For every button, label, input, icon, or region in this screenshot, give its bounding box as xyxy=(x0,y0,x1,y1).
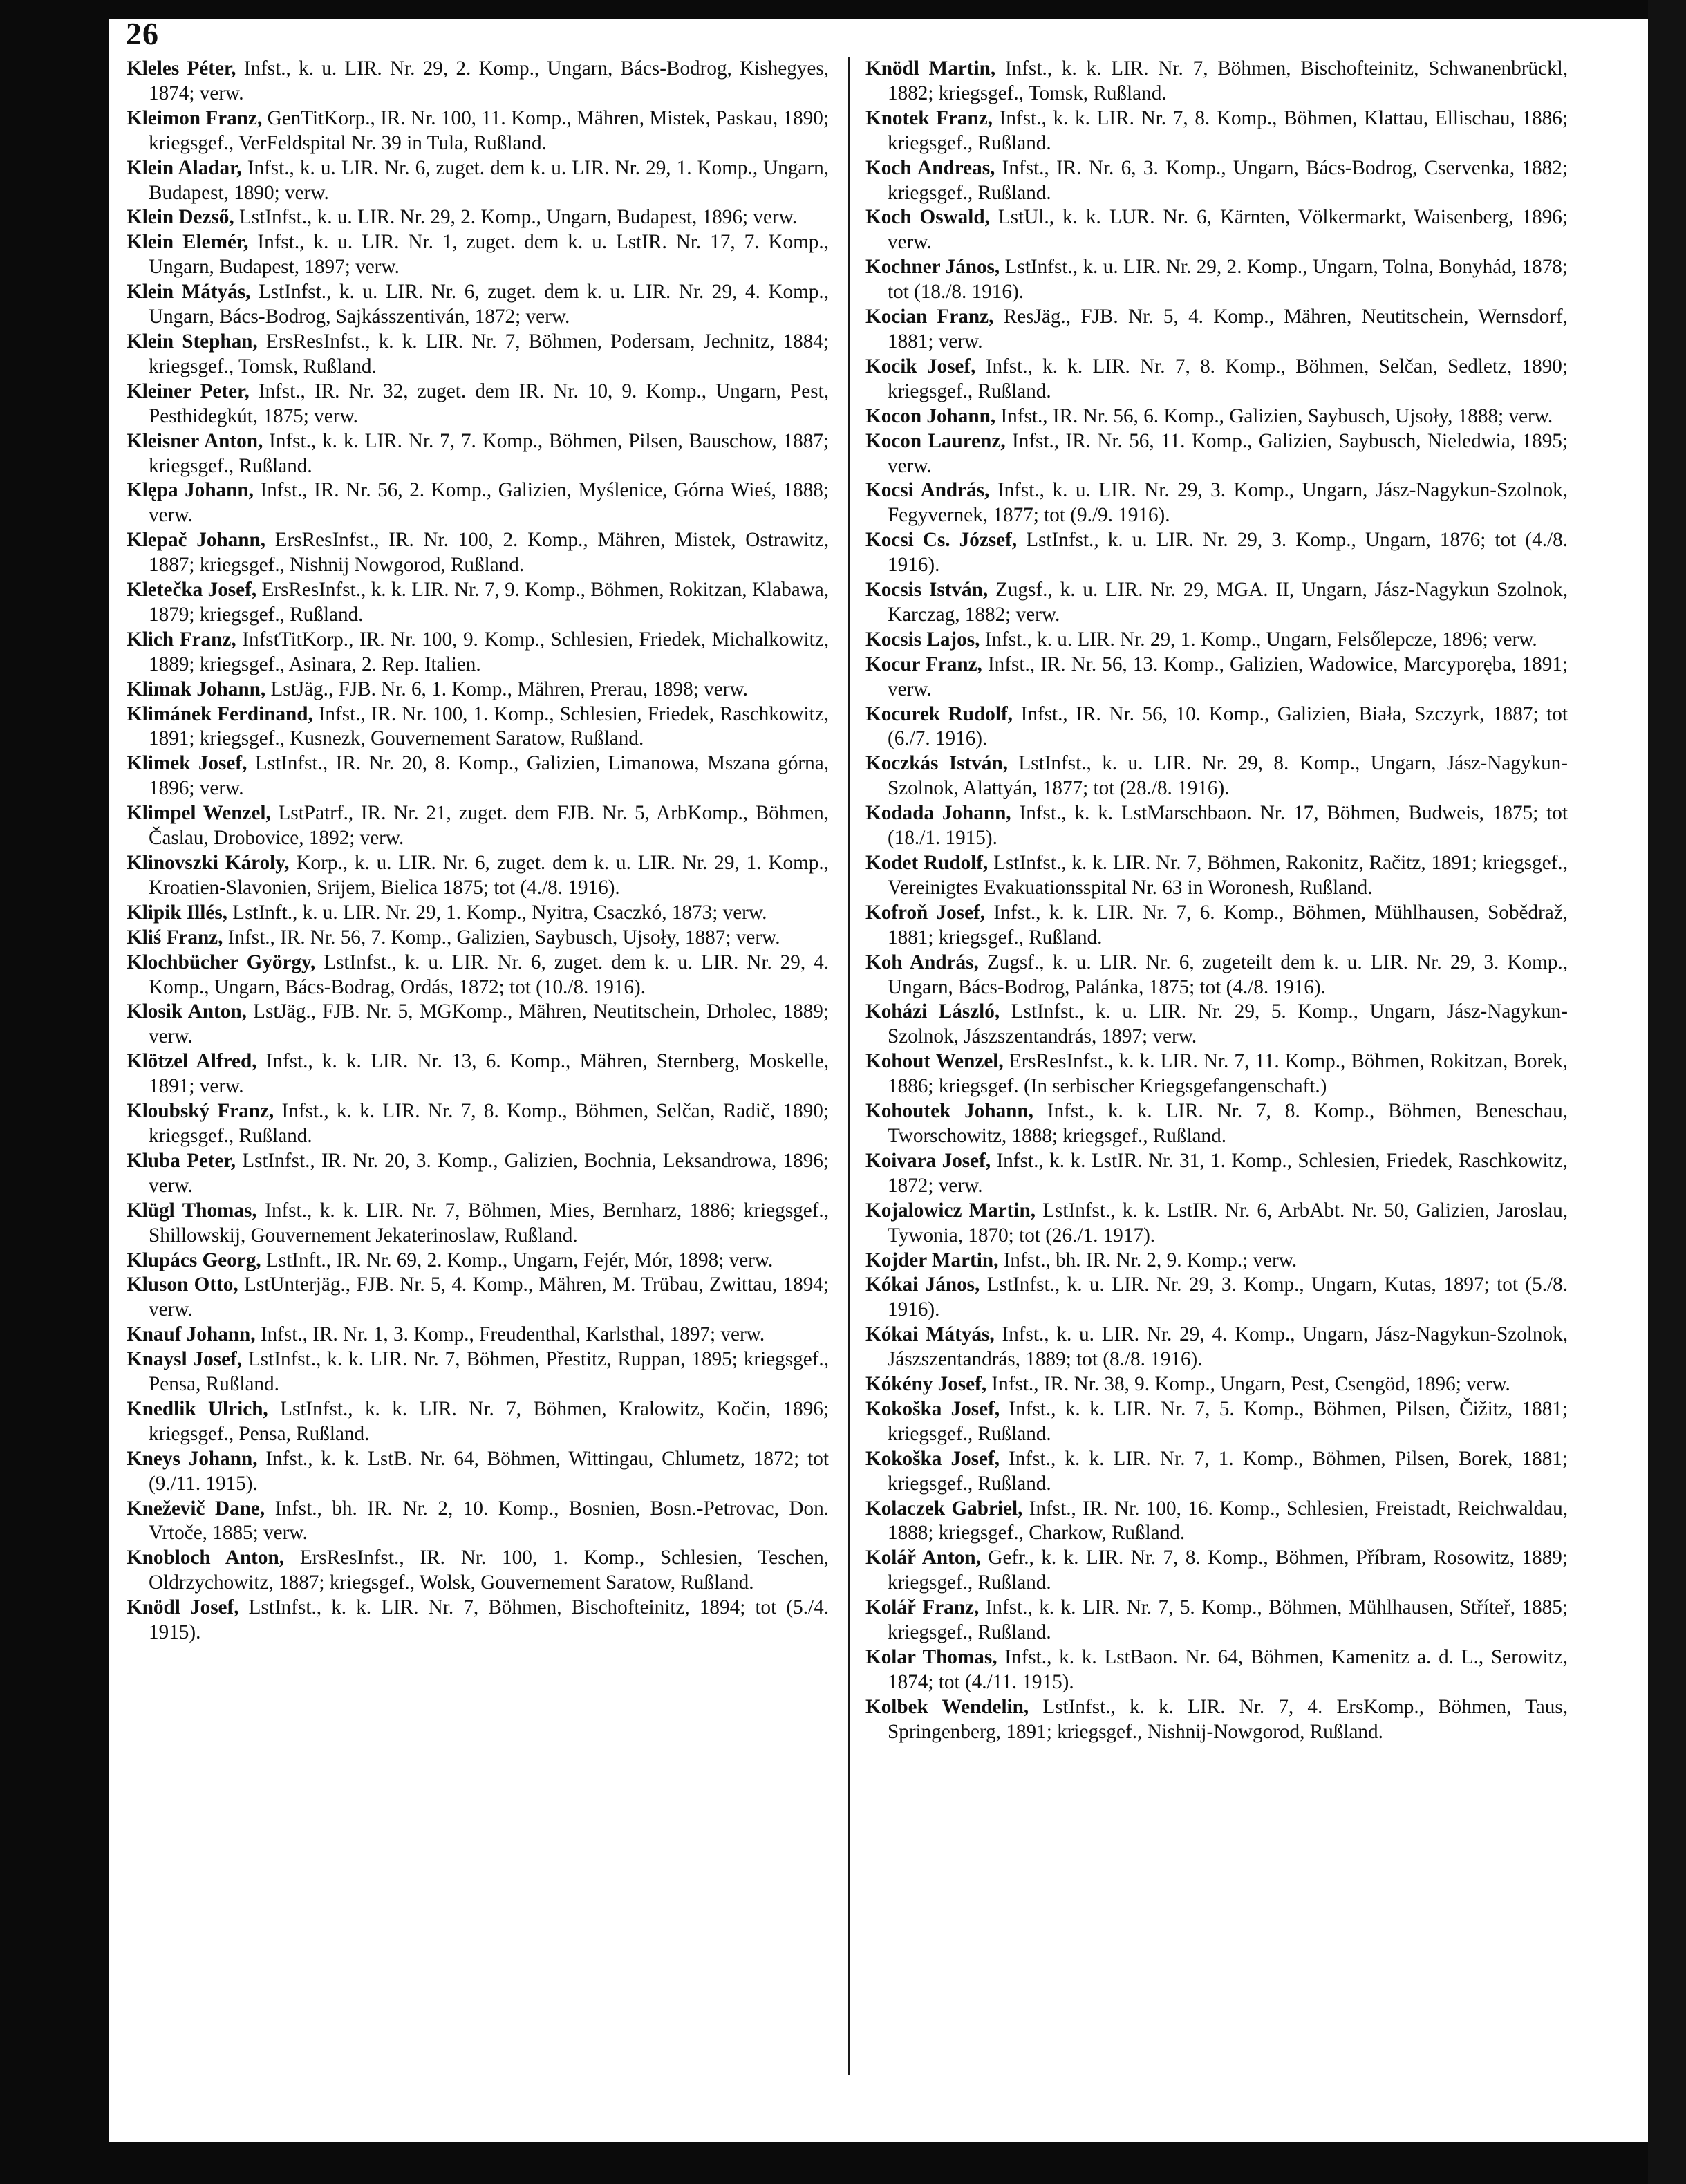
list-entry xyxy=(127,1546,829,1596)
list-entry xyxy=(865,702,1568,752)
entry-name: Kocsis Lajos, xyxy=(865,628,980,651)
list-entry xyxy=(865,1049,1568,1099)
list-entry xyxy=(127,156,829,206)
list-entry xyxy=(127,702,829,752)
entry-name: Kolar Thomas, xyxy=(865,1646,997,1668)
entry-details: Infst., IR. Nr. 1, 3. Komp., Freudenthal, Karlsthal, 1897; verw. xyxy=(255,1323,765,1346)
list-entry xyxy=(127,901,829,926)
entry-details: Infst., k. k. LIR. Nr. 7, 5. Komp., Böhmen, Mühlhausen, Stříteř, 1885; kriegsgef., Rußland. xyxy=(888,1596,1568,1644)
entry-details: Zugsf., k. u. LIR. Nr. 29, MGA. II, Ungarn, Jász-Nagykun Szolnok, Karczag, 1882; verw. xyxy=(888,579,1568,626)
entry-details: Infst., IR. Nr. 56, 10. Komp., Galizien, Biała, Szczyrk, 1887; tot (6./7. 1916). xyxy=(888,702,1568,750)
list-entry xyxy=(865,951,1568,1000)
entry-details: LstInfst., k. u. LIR. Nr. 29, 3. Komp., Ungarn, Kutas, 1897; tot (5./8. 1916). xyxy=(888,1273,1568,1321)
entry-name: Klügl Thomas, xyxy=(127,1199,257,1222)
entry-details: LstUl., k. k. LUR. Nr. 6, Kärnten, Völkermarkt, Waisenberg, 1896; verw. xyxy=(888,206,1568,254)
list-entry xyxy=(127,1447,829,1497)
list-entry xyxy=(865,1546,1568,1596)
entry-name: Klępa Johann, xyxy=(127,479,254,502)
list-entry xyxy=(865,528,1568,578)
entry-details: LstUnterjäg., FJB. Nr. 5, 4. Komp., Mähren, M. Trübau, Zwittau, 1894; verw. xyxy=(149,1273,829,1321)
entry-name: Klinovszki Károly, xyxy=(127,852,290,874)
list-entry xyxy=(865,478,1568,528)
entry-name: Kokoška Josef, xyxy=(865,1447,1000,1470)
entry-details: LstJäg., FJB. Nr. 5, MGKomp., Mähren, Neutitschein, Drholec, 1889; verw. xyxy=(149,1000,829,1048)
entry-details: Infst., k. u. LIR. Nr. 1, zuget. dem k. u. LstIR. Nr. 17, 7. Komp., Ungarn, Budapest, 1897; verw. xyxy=(149,231,829,279)
entry-name: Kodet Rudolf, xyxy=(865,852,989,874)
entry-details: Infst., k. k. LIR. Nr. 7, 8. Komp., Böhmen, Selčan, Radič, 1890; kriegsgef., Rußland. xyxy=(149,1100,829,1147)
entry-details: LstInfst., IR. Nr. 20, 8. Komp., Galizien, Limanowa, Mszana górna, 1896; verw. xyxy=(149,752,829,800)
list-entry xyxy=(127,205,829,230)
entry-details: LstInft., k. u. LIR. Nr. 29, 1. Komp., Nyitra, Csaczkó, 1873; verw. xyxy=(227,901,767,924)
entry-details: Infst., IR. Nr. 56, 6. Komp., Galizien, Saybusch, Ujsoły, 1888; verw. xyxy=(995,404,1553,427)
list-entry xyxy=(127,926,829,951)
list-entry xyxy=(127,1249,829,1273)
entry-name: Klein Elemér, xyxy=(127,231,249,254)
column-divider xyxy=(848,57,850,2075)
entry-name: Kohoutek Johann, xyxy=(865,1100,1033,1123)
entry-details: Infst., IR. Nr. 56, 13. Komp., Galizien, Wadowice, Marcyporęba, 1891; verw. xyxy=(888,653,1568,700)
entry-details: Infst., k. k. LIR. Nr. 7, 5. Komp., Böhmen, Pilsen, Čižitz, 1881; kriegsgef., Rußland. xyxy=(888,1397,1568,1445)
list-entry xyxy=(865,404,1568,429)
entry-details: Gefr., k. k. LIR. Nr. 7, 8. Komp., Böhmen, Příbram, Rosowitz, 1889; kriegsgef., Rußland. xyxy=(888,1547,1568,1594)
entry-name: Kluson Otto, xyxy=(127,1273,238,1296)
entry-details: Infst., IR. Nr. 56, 7. Komp., Galizien, Saybusch, Ujsoły, 1887; verw. xyxy=(223,926,780,949)
entry-name: Kodada Johann, xyxy=(865,802,1011,825)
entry-name: Klimpel Wenzel, xyxy=(127,802,271,825)
entry-details: Infst., IR. Nr. 32, zuget. dem IR. Nr. 10, 9. Komp., Ungarn, Pest, Pesthidegkút, 1875; verw. xyxy=(149,380,829,427)
list-entry xyxy=(127,1397,829,1447)
entry-name: Kókai Mátyás, xyxy=(865,1323,995,1346)
list-entry xyxy=(127,1199,829,1249)
entry-details: Infst., k. u. LIR. Nr. 29, 2. Komp., Ungarn, Bács-Bodrog, Kishegyes, 1874; verw. xyxy=(149,57,829,104)
entry-name: Kluba Peter, xyxy=(127,1149,236,1172)
list-entry xyxy=(865,628,1568,653)
entry-name: Kleiner Peter, xyxy=(127,380,250,402)
entry-details: Infst., bh. IR. Nr. 2, 9. Komp.; verw. xyxy=(998,1249,1298,1271)
entry-name: Klein Aladar, xyxy=(127,156,242,179)
list-entry xyxy=(865,355,1568,404)
list-entry xyxy=(865,1273,1568,1323)
entry-name: Knauf Johann, xyxy=(127,1323,256,1346)
entry-details: LstPatrf., IR. Nr. 21, zuget. dem FJB. Nr. 5, ArbKomp., Böhmen, Časlau, Drobovice, 1892; verw. xyxy=(149,802,829,850)
entry-details: Infst., IR. Nr. 56, 11. Komp., Galizien, Saybusch, Nieledwia, 1895; verw. xyxy=(888,429,1568,477)
list-entry xyxy=(127,380,829,429)
entry-details: Infst., k. k. LIR. Nr. 7, 7. Komp., Böhmen, Pilsen, Bauschow, 1887; kriegsgef., Rußland. xyxy=(149,429,829,477)
entry-details: Infst., k. k. LIR. Nr. 7, 8. Komp., Böhmen, Beneschau, Tworschowitz, 1888; kriegsgef., Rußland. xyxy=(888,1100,1568,1147)
list-entry xyxy=(865,255,1568,305)
entry-name: Klipik Illés, xyxy=(127,901,227,924)
entry-name: Koivara Josef, xyxy=(865,1149,991,1172)
list-entry xyxy=(127,851,829,901)
entry-details: Infst., k. u. LIR. Nr. 29, 3. Komp., Ungarn, Jász-Nagykun-Szolnok, Fegyvernek, 1877; tot (9./9. 1916). xyxy=(888,479,1568,527)
entry-name: Kocurek Rudolf, xyxy=(865,702,1013,725)
entry-name: Kocon Johann, xyxy=(865,404,996,427)
entry-name: Klötzel Alfred, xyxy=(127,1050,257,1073)
list-entry xyxy=(865,851,1568,901)
entry-details: Infst., bh. IR. Nr. 2, 10. Komp., Bosnien, Bosn.-Petrovac, Don. Vrtoče, 1885; verw. xyxy=(149,1497,829,1544)
entry-details: LstInfst., k. k. LIR. Nr. 7, Böhmen, Kralowitz, Kočin, 1896; kriegsgef., Pensa, Rußland. xyxy=(149,1397,830,1445)
entry-name: Kofroň Josef, xyxy=(865,901,986,924)
list-entry xyxy=(865,1099,1568,1149)
list-entry xyxy=(865,1149,1568,1199)
entry-details: LstInfst., k. u. LIR. Nr. 6, zuget. dem k. u. LIR. Nr. 29, 4. Komp., Ungarn, Bács-Bodrag, Ordás, 1872; tot (10./8. 1916). xyxy=(149,951,829,998)
entry-name: Koch Oswald, xyxy=(865,206,990,229)
entry-name: Kneževič Dane, xyxy=(127,1497,265,1520)
entry-name: Knaysl Josef, xyxy=(127,1348,243,1371)
entry-name: Klupács Georg, xyxy=(127,1249,261,1271)
entry-name: Kokoška Josef, xyxy=(865,1397,1000,1420)
entry-name: Knobloch Anton, xyxy=(127,1547,285,1569)
list-entry xyxy=(127,330,829,380)
entry-name: Koczkás István, xyxy=(865,752,1008,775)
entry-name: Kolbek Wendelin, xyxy=(865,1695,1029,1718)
list-entry xyxy=(127,801,829,851)
entry-details: GenTitKorp., IR. Nr. 100, 11. Komp., Mähren, Mistek, Paskau, 1890; kriegsgef., VerFeldspital Nr. 39 in Tula, Rußland. xyxy=(149,106,829,154)
entry-details: LstInft., IR. Nr. 69, 2. Komp., Ungarn, Fejér, Mór, 1898; verw. xyxy=(261,1249,774,1271)
list-entry xyxy=(127,1000,829,1049)
entry-details: Infst., k. k. LIR. Nr. 7, Böhmen, Mies, Bernharz, 1886; kriegsgef., Shillowskij, Gouvernement Jekaterinoslaw, Rußland. xyxy=(149,1199,829,1247)
list-entry xyxy=(127,429,829,479)
entry-name: Kneys Johann, xyxy=(127,1447,258,1470)
list-entry xyxy=(127,1596,829,1645)
entry-name: Klein Dezső, xyxy=(127,206,234,229)
entry-details: Infst., IR. Nr. 38, 9. Komp., Ungarn, Pest, Csengöd, 1896; verw. xyxy=(986,1373,1510,1396)
entry-name: Kocian Franz, xyxy=(865,306,994,328)
list-entry xyxy=(865,1000,1568,1049)
list-entry xyxy=(127,628,829,678)
entry-name: Knödl Martin, xyxy=(865,57,996,80)
list-entry xyxy=(127,1049,829,1099)
list-entry xyxy=(127,1099,829,1149)
list-entry xyxy=(865,156,1568,206)
list-entry xyxy=(865,901,1568,951)
entry-name: Kohout Wenzel, xyxy=(865,1050,1004,1073)
list-entry xyxy=(127,1323,829,1347)
list-entry xyxy=(865,1397,1568,1447)
entry-details: Infst., k. k. LstIR. Nr. 31, 1. Komp., Schlesien, Friedek, Raschkowitz, 1872; verw. xyxy=(888,1149,1568,1197)
list-entry xyxy=(865,1447,1568,1497)
entry-name: Kocik Josef, xyxy=(865,355,976,377)
entry-details: ErsResInfst., k. k. LIR. Nr. 7, 9. Komp., Böhmen, Rokitzan, Klabawa, 1879; kriegsgef., Rußland. xyxy=(149,579,829,626)
entry-name: Kochner János, xyxy=(865,256,1000,279)
entry-name: Kocsi András, xyxy=(865,479,990,502)
list-entry xyxy=(865,1249,1568,1273)
entry-details: Infst., k. k. LstB. Nr. 64, Böhmen, Wittingau, Chlumetz, 1872; tot (9./11. 1915). xyxy=(149,1447,829,1495)
entry-details: Infst., IR. Nr. 6, 3. Komp., Ungarn, Bács-Bodrog, Cservenka, 1882; kriegsgef., Rußland. xyxy=(888,156,1568,204)
list-entry xyxy=(865,653,1568,702)
list-entry xyxy=(127,106,829,156)
list-entry xyxy=(865,801,1568,851)
entry-name: Kolář Anton, xyxy=(865,1547,981,1569)
entry-details: ErsResInfst., IR. Nr. 100, 2. Komp., Mähren, Mistek, Ostrawitz, 1887; kriegsgef., Nishnij Nowgorod, Rußland. xyxy=(149,529,829,577)
entry-name: Klich Franz, xyxy=(127,628,236,651)
entry-name: Klimánek Ferdinand, xyxy=(127,702,313,725)
entry-details: Infst., k. u. LIR. Nr. 6, zuget. dem k. u. LIR. Nr. 29, 1. Komp., Ungarn, Budapest, 1890; verw. xyxy=(149,156,829,204)
list-entry xyxy=(127,1273,829,1323)
entry-details: LstInfst., k. k. LstIR. Nr. 6, ArbAbt. Nr. 50, Galizien, Jaroslau, Tywonia, 1870; tot (26./1. 1917). xyxy=(888,1199,1568,1247)
left-column xyxy=(127,57,829,1645)
list-entry xyxy=(865,57,1568,106)
entry-name: Klimek Josef, xyxy=(127,752,247,775)
entry-details: Zugsf., k. u. LIR. Nr. 6, zugeteilt dem k. u. LIR. Nr. 29, 3. Komp., Ungarn, Bács-Bodrog, Palánka, 1875; tot (4./8. 1916). xyxy=(888,951,1568,998)
entry-details: LstInfst., k. u. LIR. Nr. 29, 8. Komp., Ungarn, Jász-Nagykun-Szolnok, Alattyán, 1877; tot (28./8. 1916). xyxy=(888,752,1568,800)
entry-name: Koházi László, xyxy=(865,1000,1000,1023)
list-entry xyxy=(127,478,829,528)
list-entry xyxy=(127,951,829,1000)
entry-details: LstInfst., k. u. LIR. Nr. 29, 3. Komp., Ungarn, 1876; tot (4./8. 1916). xyxy=(888,529,1568,577)
list-entry xyxy=(127,1149,829,1199)
list-entry xyxy=(127,678,829,702)
entry-details: ResJäg., FJB. Nr. 5, 4. Komp., Mähren, Neutitschein, Wernsdorf, 1881; verw. xyxy=(888,306,1568,353)
entry-details: LstInfst., k. k. LIR. Nr. 7, Böhmen, Přestitz, Ruppan, 1895; kriegsgef., Pensa, Rußland. xyxy=(149,1348,829,1396)
entry-details: Infst., k. u. LIR. Nr. 29, 1. Komp., Ungarn, Felsőlepcze, 1896; verw. xyxy=(980,628,1537,651)
list-entry xyxy=(865,578,1568,628)
entry-details: LstInfst., k. k. LIR. Nr. 7, 4. ErsKomp., Böhmen, Taus, Springenberg, 1891; kriegsgef., Nishnij-Nowgorod, Rußland. xyxy=(888,1695,1568,1743)
right-column xyxy=(865,57,1568,1745)
entry-name: Kolaczek Gabriel, xyxy=(865,1497,1023,1520)
list-entry xyxy=(127,57,829,106)
list-entry xyxy=(127,1497,829,1547)
entry-name: Kleisner Anton, xyxy=(127,429,263,452)
entry-details: LstInfst., k. u. LIR. Nr. 29, 2. Komp., Ungarn, Tolna, Bonyhád, 1878; tot (18./8. 1916). xyxy=(888,256,1568,304)
entry-name: Kocon Laurenz, xyxy=(865,429,1006,452)
entry-name: Kleles Péter, xyxy=(127,57,236,80)
list-entry xyxy=(127,280,829,330)
entry-name: Klochbücher György, xyxy=(127,951,316,973)
list-entry xyxy=(865,429,1568,479)
entry-details: ErsResInfst., k. k. LIR. Nr. 7, Böhmen, Podersam, Jechnitz, 1884; kriegsgef., Tomsk, Rußland. xyxy=(149,330,830,377)
entry-name: Kojalowicz Martin, xyxy=(865,1199,1036,1222)
entry-details: Infst., k. k. LIR. Nr. 13, 6. Komp., Mähren, Sternberg, Moskelle, 1891; verw. xyxy=(149,1050,830,1098)
list-entry xyxy=(127,528,829,578)
entry-name: Kocsis István, xyxy=(865,579,989,601)
entry-name: Koh András, xyxy=(865,951,979,973)
entry-details: Infst., IR. Nr. 100, 16. Komp., Schlesien, Freistadt, Reichwaldau, 1888; kriegsgef., Charkow, Rußland. xyxy=(888,1497,1568,1544)
scan-border xyxy=(1648,0,1686,2184)
entry-details: Infst., k. k. LstBaon. Nr. 64, Böhmen, Kamenitz a. d. L., Serowitz, 1874; tot (4./11. 1915). xyxy=(888,1646,1568,1693)
entry-name: Koch Andreas, xyxy=(865,156,995,179)
entry-details: ErsResInfst., k. k. LIR. Nr. 7, 11. Komp., Böhmen, Rokitzan, Borek, 1886; kriegsgef. (In serbischer Kriegsgefangenschaft.) xyxy=(888,1050,1568,1098)
list-entry xyxy=(865,106,1568,156)
entry-details: Infst., k. k. LstMarschbaon. Nr. 17, Böhmen, Budweis, 1875; tot (18./1. 1915). xyxy=(888,802,1568,850)
list-entry xyxy=(865,1372,1568,1397)
entry-name: Kókai János, xyxy=(865,1273,980,1296)
entry-details: Infst., k. k. LIR. Nr. 7, 1. Komp., Böhmen, Pilsen, Borek, 1881; kriegsgef., Rußland. xyxy=(888,1447,1568,1495)
entry-details: LstInfst., k. u. LIR. Nr. 29, 2. Komp., Ungarn, Budapest, 1896; verw. xyxy=(234,206,798,229)
entry-name: Klepač Johann, xyxy=(127,529,266,552)
entry-name: Kocur Franz, xyxy=(865,653,982,675)
entry-details: Korp., k. u. LIR. Nr. 6, zuget. dem k. u. LIR. Nr. 29, 1. Komp., Kroatien-Slavonien, Srijem, Bielica 1875; tot (4./8. 1916). xyxy=(149,852,829,899)
list-entry xyxy=(865,752,1568,801)
list-entry xyxy=(865,205,1568,255)
entry-details: Infst., k. u. LIR. Nr. 29, 4. Komp., Ungarn, Jász-Nagykun-Szolnok, Jászszentandrás, 1889; tot (8./8. 1916). xyxy=(888,1323,1568,1371)
entry-name: Klosik Anton, xyxy=(127,1000,247,1023)
entry-details: ErsResInfst., IR. Nr. 100, 1. Komp., Schlesien, Teschen, Oldrzychowitz, 1887; kriegsgef., Wolsk, Gouvernement Saratow, Rußland. xyxy=(149,1547,829,1594)
entry-name: Klein Mátyás, xyxy=(127,281,251,304)
list-entry xyxy=(865,305,1568,355)
entry-name: Kliś Franz, xyxy=(127,926,223,949)
entry-details: InfstTitKorp., IR. Nr. 100, 9. Komp., Schlesien, Friedek, Michalkowitz, 1889; kriegsgef., Asinara, 2. Rep. Italien. xyxy=(149,628,830,675)
page-number: 26 xyxy=(126,16,159,51)
entry-details: LstInfst., k. k. LIR. Nr. 7, Böhmen, Bischofteinitz, 1894; tot (5./4. 1915). xyxy=(149,1596,829,1644)
entry-details: Infst., IR. Nr. 56, 2. Komp., Galizien, Myślenice, Górna Wieś, 1888; verw. xyxy=(149,479,829,527)
entry-details: Infst., k. k. LIR. Nr. 7, Böhmen, Bischofteinitz, Schwanenbrückl, 1882; kriegsgef., Tomsk, Rußland. xyxy=(888,57,1568,104)
entry-name: Kolář Franz, xyxy=(865,1596,980,1619)
entry-details: Infst., k. k. LIR. Nr. 7, 6. Komp., Böhmen, Mühlhausen, Sobědraž, 1881; kriegsgef., Rußland. xyxy=(888,901,1568,949)
list-entry xyxy=(127,1347,829,1397)
list-entry xyxy=(127,578,829,628)
entry-details: LstJäg., FJB. Nr. 6, 1. Komp., Mähren, Prerau, 1898; verw. xyxy=(265,678,748,700)
list-entry xyxy=(865,1497,1568,1547)
entry-details: Infst., k. k. LIR. Nr. 7, 8. Komp., Böhmen, Selčan, Sedletz, 1890; kriegsgef., Rußland. xyxy=(888,355,1568,402)
entry-details: LstInfst., k. u. LIR. Nr. 6, zuget. dem k. u. LIR. Nr. 29, 4. Komp., Ungarn, Bács-Bodrog, Sajkásszentiván, 1872; verw. xyxy=(149,281,829,328)
entry-name: Kleimon Franz, xyxy=(127,106,263,129)
list-entry xyxy=(865,1695,1568,1745)
entry-name: Knedlik Ulrich, xyxy=(127,1397,268,1420)
entry-details: LstInfst., k. k. LIR. Nr. 7, Böhmen, Rakonitz, Račitz, 1891; kriegsgef., Vereinigtes Evakuationsspital Nr. 63 in Woronesh, Rußland. xyxy=(888,852,1568,899)
entry-name: Kókény Josef, xyxy=(865,1373,987,1396)
entry-details: LstInfst., IR. Nr. 20, 3. Komp., Galizien, Bochnia, Leksandrowa, 1896; verw. xyxy=(149,1149,829,1197)
entry-name: Kletečka Josef, xyxy=(127,579,257,601)
entry-name: Knödl Josef, xyxy=(127,1596,239,1619)
list-entry xyxy=(865,1645,1568,1695)
list-entry xyxy=(865,1596,1568,1645)
list-entry xyxy=(127,752,829,801)
entry-details: Infst., IR. Nr. 100, 1. Komp., Schlesien, Friedek, Raschkowitz, 1891; kriegsgef., Kusnezk, Gouvernement Saratow, Rußland. xyxy=(149,702,830,750)
entry-name: Kocsi Cs. József, xyxy=(865,529,1018,552)
entry-details: LstInfst., k. u. LIR. Nr. 29, 5. Komp., Ungarn, Jász-Nagykun-Szolnok, Jászszentandrás, 1897; verw. xyxy=(888,1000,1568,1048)
entry-details: Infst., k. k. LIR. Nr. 7, 8. Komp., Böhmen, Klattau, Ellischau, 1886; kriegsgef., Rußland. xyxy=(888,106,1568,154)
entry-name: Kloubský Franz, xyxy=(127,1100,274,1123)
list-entry xyxy=(865,1199,1568,1249)
entry-name: Klein Stephan, xyxy=(127,330,258,353)
list-entry xyxy=(127,230,829,280)
entry-name: Kojder Martin, xyxy=(865,1249,999,1271)
entry-name: Klimak Johann, xyxy=(127,678,266,700)
list-entry xyxy=(865,1323,1568,1372)
entry-name: Knotek Franz, xyxy=(865,106,993,129)
